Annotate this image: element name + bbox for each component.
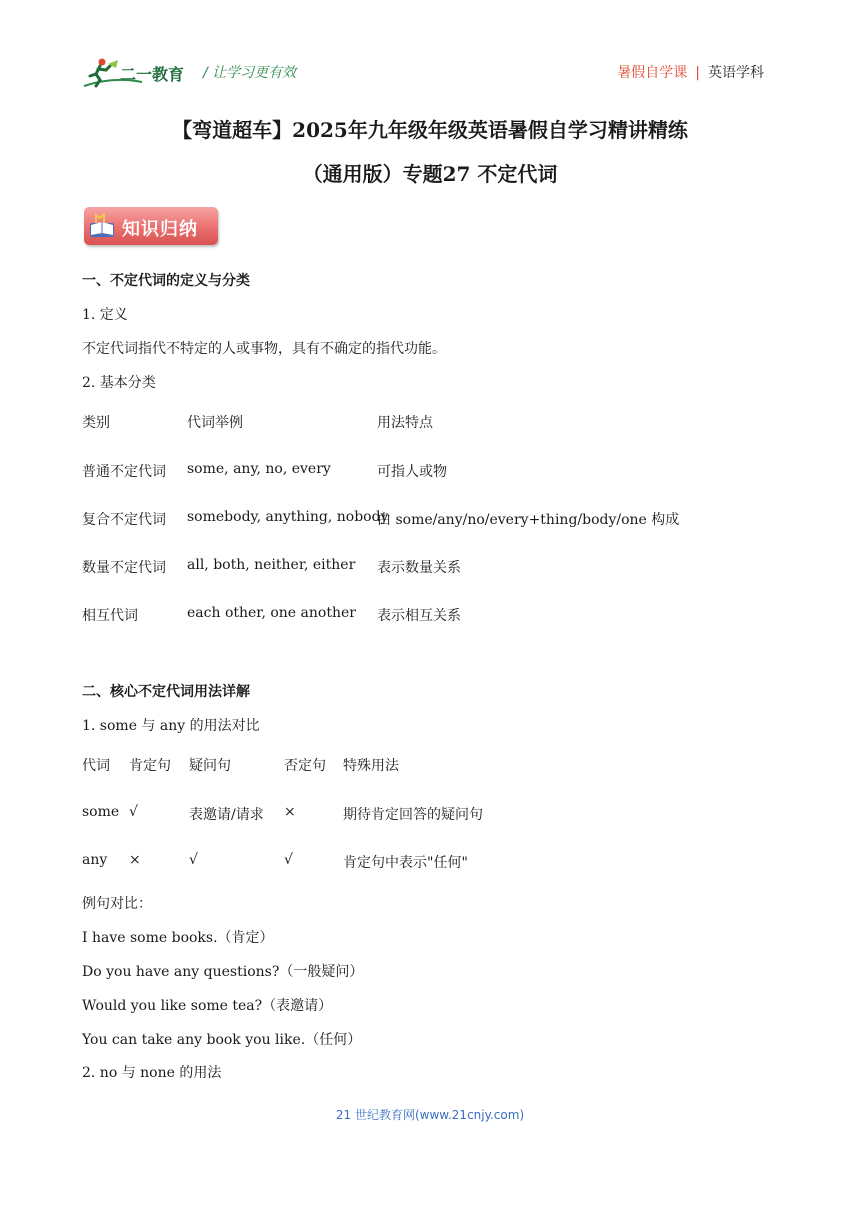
table-header-cell: 类别 — [82, 415, 110, 431]
table-cell: 肯定句中表示"任何" — [343, 855, 468, 871]
examples-heading: 例句对比： — [82, 896, 152, 912]
no-none-heading: 2. no 与 none 的用法 — [82, 1065, 222, 1081]
course-label: 暑假自学课 — [617, 65, 688, 81]
doc-title-line1: 【弯道超车】2025年九年级年级英语暑假自学习精讲精练 — [172, 118, 688, 142]
header-separator: | — [695, 65, 700, 81]
table-cell: 可指人或物 — [377, 464, 447, 480]
table-header-cell: 肯定句 — [129, 758, 171, 774]
table-header-cell: 代词 — [82, 758, 110, 774]
table-cell: somebody, anything, nobody — [187, 509, 389, 525]
some-any-heading: 1. some 与 any 的用法对比 — [82, 718, 260, 734]
category-heading: 2. 基本分类 — [82, 375, 156, 391]
table-cell: × — [284, 804, 296, 820]
table-cell: each other, one another — [187, 605, 356, 621]
definition-text: 不定代词指代不特定的人或事物，具有不确定的指代功能。 — [82, 341, 446, 357]
table-header-cell: 用法特点 — [377, 415, 433, 431]
footer-link[interactable]: 21 世纪教育网(www.21cnjy.com) — [335, 1108, 525, 1122]
header-right — [617, 62, 764, 82]
example-sentence: Would you like some tea?（表邀请） — [82, 998, 333, 1014]
book-icon — [88, 213, 116, 239]
table-cell: √ — [284, 852, 293, 868]
table-header-cell: 疑问句 — [189, 758, 231, 774]
table-cell: some, any, no, every — [187, 461, 331, 477]
table-cell: √ — [189, 852, 198, 868]
table-cell: 相互代词 — [82, 608, 138, 624]
table-header-cell: 代词举例 — [187, 415, 243, 431]
badge-label: 知识归纳 — [122, 219, 198, 240]
example-sentence: I have some books.（肯定） — [82, 930, 274, 946]
table-cell: 普通不定代词 — [82, 464, 166, 480]
table-cell: 复合不定代词 — [82, 512, 166, 528]
table-cell: 表示相互关系 — [377, 608, 461, 624]
section1-heading: 一、不定代词的定义与分类 — [82, 273, 250, 289]
example-sentence: Do you have any questions?（一般疑问） — [82, 964, 364, 980]
doc-title-line2: （通用版）专题27 不定代词 — [302, 162, 558, 186]
table-cell: 数量不定代词 — [82, 560, 166, 576]
definition-heading: 1. 定义 — [82, 307, 128, 323]
section2-heading: 二、核心不定代词用法详解 — [82, 684, 250, 700]
example-sentence: You can take any book you like.（任何） — [82, 1032, 362, 1048]
table-cell: some — [82, 804, 120, 820]
slogan: / 让学习更有效 — [203, 65, 297, 81]
runner-logo-icon — [82, 56, 192, 90]
table-cell: × — [129, 852, 141, 868]
table-cell: 表邀请/请求 — [189, 807, 264, 823]
table-cell: 表示数量关系 — [377, 560, 461, 576]
table-header-cell: 特殊用法 — [343, 758, 399, 774]
subject-label: 英语学科 — [708, 65, 764, 81]
table-cell: 由 some/any/no/every+thing/body/one 构成 — [377, 512, 680, 528]
table-cell: all, both, neither, either — [187, 557, 356, 573]
table-cell: √ — [129, 804, 138, 820]
table-cell: any — [82, 852, 108, 868]
table-cell: 期待肯定回答的疑问句 — [343, 807, 483, 823]
table-header-cell: 否定句 — [284, 758, 326, 774]
logo-text: 二一教育 — [120, 65, 185, 84]
site-logo — [82, 56, 192, 90]
knowledge-badge — [84, 207, 218, 245]
